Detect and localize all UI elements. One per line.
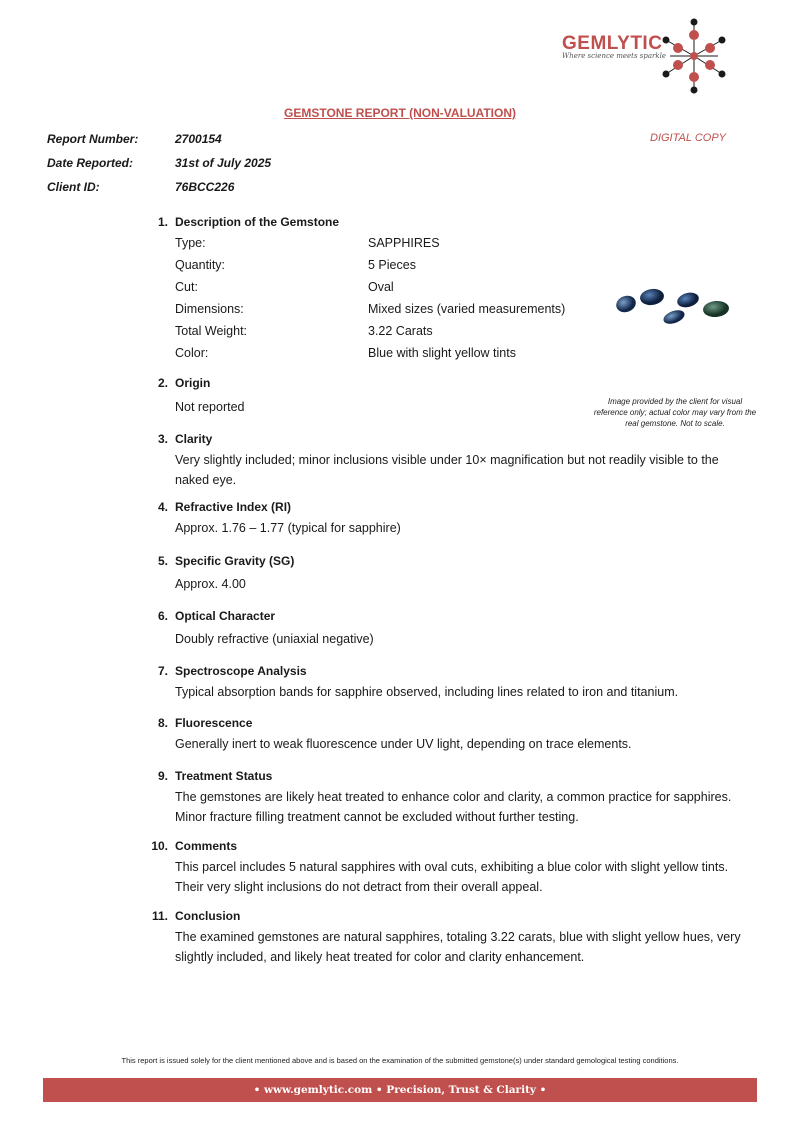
type-value: SAPPHIRES: [368, 236, 440, 250]
section-number: 1.: [157, 215, 168, 229]
section-body-origin: Not reported: [175, 400, 245, 414]
section-title-comments: Comments: [175, 839, 238, 853]
section-number: 10.: [151, 839, 168, 853]
quantity-value: 5 Pieces: [368, 258, 416, 272]
quantity-label: Quantity:: [175, 258, 226, 272]
section-body-clarity: Very slightly included; minor inclusions visible under 10× magnification but not readily visible to the naked eye.: [175, 453, 719, 487]
cut-value: Oval: [368, 280, 394, 294]
gemlytic-logo-icon: [662, 18, 726, 94]
section-number: 2.: [157, 376, 168, 390]
section-number: 4.: [157, 500, 168, 514]
brand-logo-text: GEMLYTIC: [562, 33, 663, 54]
color-value: Blue with slight yellow tints: [368, 346, 516, 360]
section-title-description: Description of the Gemstone: [175, 215, 340, 229]
section-title-spectroscope: Spectroscope Analysis: [175, 664, 307, 678]
report-number-label: Report Number:: [47, 132, 139, 146]
section-title-specific-gravity: Specific Gravity (SG): [175, 554, 295, 568]
dimensions-value: Mixed sizes (varied measurements): [368, 302, 566, 316]
date-reported-label: Date Reported:: [47, 156, 134, 170]
section-body-treatment: The gemstones are likely heat treated to enhance color and clarity, a common practice for sapphires. Minor fracture filling treatment cannot be excluded without further testing.: [175, 790, 732, 824]
section-title-optical-character: Optical Character: [175, 609, 276, 623]
section-title-treatment: Treatment Status: [175, 769, 273, 783]
section-body-spectroscope: Typical absorption bands for sapphire observed, including lines related to iron and titanium.: [175, 685, 679, 699]
section-number: 9.: [157, 769, 168, 783]
digital-copy-label: DIGITAL COPY: [650, 132, 727, 144]
type-label: Type:: [175, 236, 206, 250]
section-number: 7.: [157, 664, 168, 678]
client-id-value: 76BCC226: [175, 180, 235, 194]
report-number-value: 2700154: [175, 132, 222, 146]
cut-label: Cut:: [175, 280, 198, 294]
section-number: 3.: [157, 432, 168, 446]
section-number: 5.: [157, 554, 168, 568]
dimensions-label: Dimensions:: [175, 302, 244, 316]
section-body-optical-character: Doubly refractive (uniaxial negative): [175, 632, 374, 646]
sapphire-photo: [608, 280, 738, 330]
footer-disclaimer: This report is issued solely for the client mentioned above and is based on the examination of the submitted gemstone(s) under standard gemological testing conditions.: [121, 1056, 679, 1065]
section-body-refractive-index: Approx. 1.76 – 1.77 (typical for sapphire): [175, 521, 401, 535]
section-title-conclusion: Conclusion: [175, 909, 241, 923]
color-label: Color:: [175, 346, 209, 360]
image-disclaimer: Image provided by the client for visual reference only; actual color may vary from the real gemstone. Not to scale.: [593, 397, 757, 428]
footer-bar: • www.gemlytic.com • Precision, Trust & Clarity •: [43, 1078, 757, 1102]
report-title: GEMSTONE REPORT (NON-VALUATION): [284, 106, 516, 120]
section-number: 8.: [157, 716, 168, 730]
section-body-conclusion: The examined gemstones are natural sapphires, totaling 3.22 carats, blue with slight yellow hues, very slightly included, and likely heat treated for color and clarity enhancement.: [175, 930, 741, 964]
section-body-fluorescence: Generally inert to weak fluorescence under UV light, depending on trace elements.: [175, 737, 632, 751]
section-body-specific-gravity: Approx. 4.00: [175, 577, 246, 591]
date-reported-value: 31st of July 2025: [175, 156, 272, 170]
section-body-comments: This parcel includes 5 natural sapphires with oval cuts, exhibiting a blue color with slight yellow tints. Their very slight inclusions do not detract from their overall appeal.: [175, 860, 729, 894]
section-title-origin: Origin: [175, 376, 211, 390]
section-title-clarity: Clarity: [175, 432, 213, 446]
section-number: 6.: [157, 609, 168, 623]
section-title-refractive-index: Refractive Index (RI): [175, 500, 292, 514]
section-number: 11.: [151, 909, 168, 923]
brand-tagline: Where science meets sparkle: [562, 52, 667, 60]
client-id-label: Client ID:: [47, 180, 100, 194]
total-weight-value: 3.22 Carats: [368, 324, 433, 338]
section-title-fluorescence: Fluorescence: [175, 716, 253, 730]
total-weight-label: Total Weight:: [175, 324, 248, 338]
